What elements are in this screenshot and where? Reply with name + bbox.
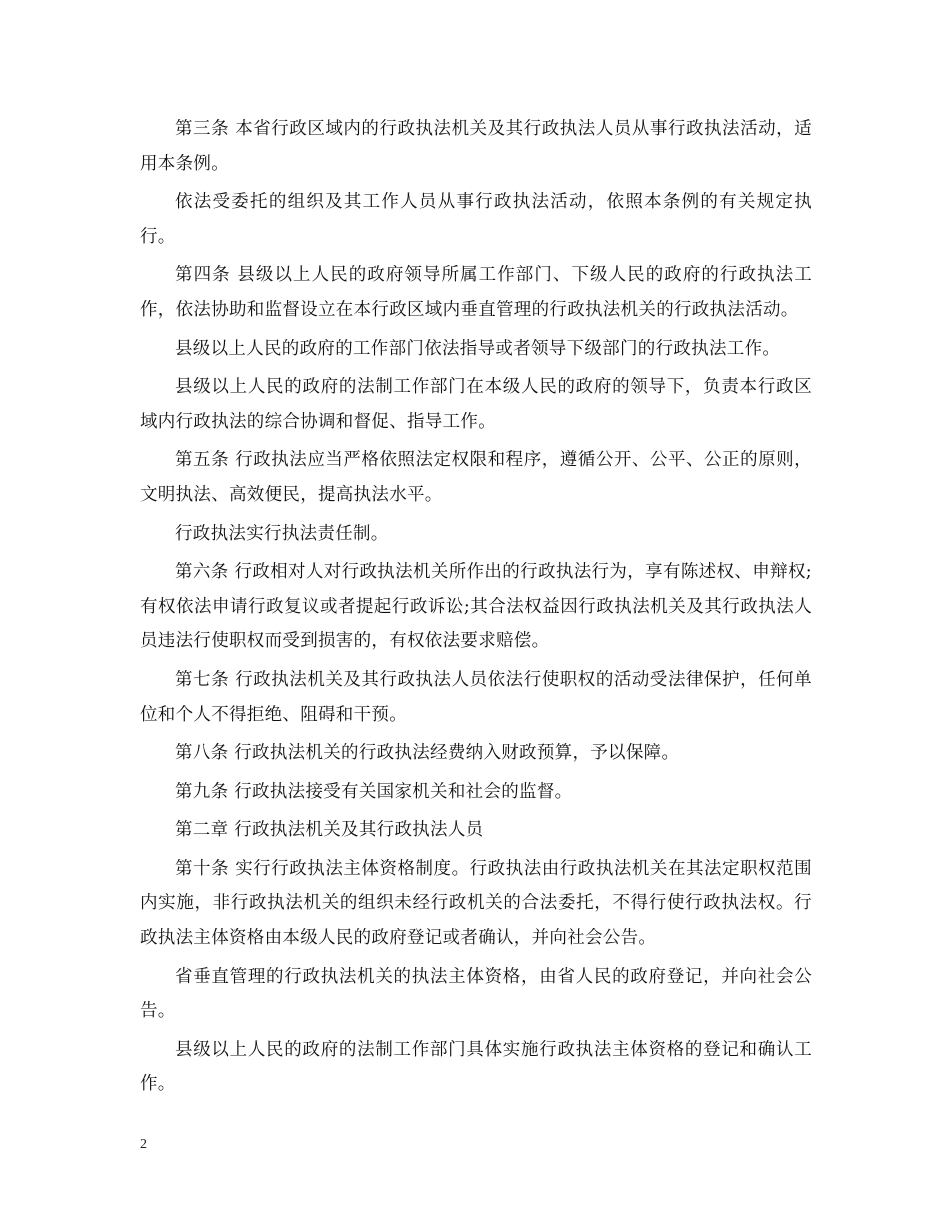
paragraph-article-6: 第六条 行政相对人对行政执法机关所作出的行政执法行为，享有陈述权、申辩权;有权依法申请行政复议或者提起行政诉讼;其合法权益因行政执法机关及其行政执法人员违法行使职权而受到损害的，有权依法要求赔偿。 (140, 562, 812, 652)
paragraph-county-registration: 县级以上人民的政府的法制工作部门具体实施行政执法主体资格的登记和确认工作。 (140, 1039, 812, 1095)
document-body (140, 112, 812, 1106)
paragraph-article-8: 第八条 行政执法机关的行政执法经费纳入财政预算，予以保障。 (175, 743, 680, 764)
paragraph-article-5: 第五条 行政执法应当严格依照法定权限和程序，遵循公开、公平、公正的原则，文明执法、高效便民，提高执法水平。 (140, 450, 812, 505)
paragraph-article-3: 第三条 本省行政区域内的行政执法机关及其行政执法人员从事行政执法活动，适用本条例。 (140, 119, 812, 174)
chapter-2-heading: 第二章 行政执法机关及其行政执法人员 (175, 820, 484, 841)
paragraph-article-9: 第九条 行政执法接受有关国家机关和社会的监督。 (175, 781, 573, 802)
paragraph-article-7: 第七条 行政执法机关及其行政执法人员依法行使职权的活动受法律保护，任何单位和个人不得拒绝、阻碍和干预。 (140, 669, 812, 725)
paragraph-provincial-registration: 省垂直管理的行政执法机关的执法主体资格，由省人民的政府登记，并向社会公告。 (140, 966, 812, 1022)
paragraph-entrusted-organizations: 依法受委托的组织及其工作人员从事行政执法活动，依照本条例的有关规定执行。 (140, 192, 812, 247)
paragraph-article-10: 第十条 实行行政执法主体资格制度。行政执法由行政执法机关在其法定职权范围内实施，非行政执法机关的组织未经行政机关的合法委托，不得行使行政执法权。行政执法主体资格由本级人民的政府登记或者确认，并向社会公告。 (140, 858, 812, 949)
paragraph-legal-departments: 县级以上人民的政府的法制工作部门在本级人民的政府的领导下，负责本行政区域内行政执法的综合协调和督促、指导工作。 (140, 377, 812, 432)
paragraph-article-4: 第四条 县级以上人民的政府领导所属工作部门、下级人民的政府的行政执法工作，依法协助和监督设立在本行政区域内垂直管理的行政执法机关的行政执法活动。 (140, 265, 812, 320)
page-number: 2 (140, 1137, 147, 1152)
paragraph-work-departments: 县级以上人民的政府的工作部门依法指导或者领导下级部门的行政执法工作。 (175, 338, 781, 359)
paragraph-responsibility-system: 行政执法实行执法责任制。 (175, 523, 389, 544)
